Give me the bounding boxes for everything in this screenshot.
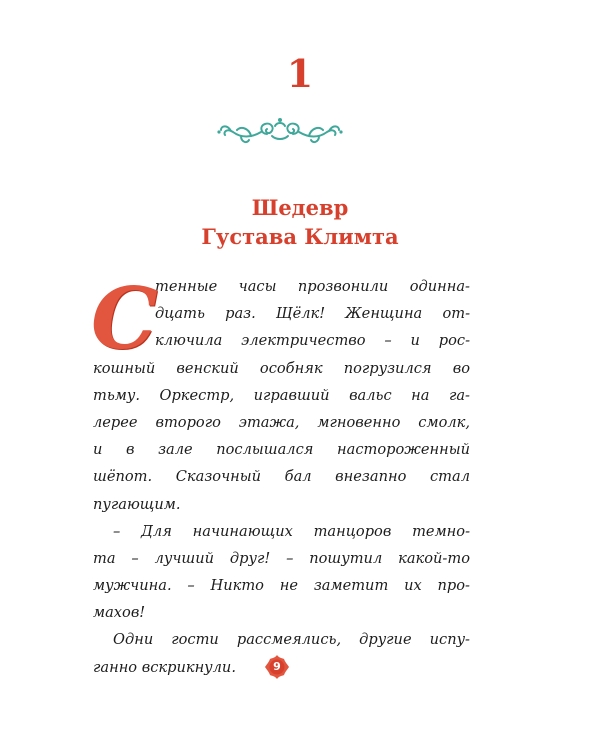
- chapter-text: [91, 269, 470, 681]
- page-number-badge: [264, 654, 290, 680]
- text-line: дцать раз. Щёлк! Женщина от-: [155, 305, 470, 323]
- text-line: та – лучший друг! – пошутил какой-то: [93, 549, 470, 567]
- text-line: кошный венский особняк погрузился во: [93, 359, 470, 377]
- page-number: 9: [273, 660, 281, 673]
- drop-cap-letter: С: [91, 269, 158, 368]
- text-line: и в зале послышался настороженный: [93, 441, 470, 459]
- text-line: Одни гости рассмеялись, другие испу-: [113, 631, 470, 649]
- text-line: махов!: [93, 604, 146, 622]
- text-line: тенные часы прозвонили одинна-: [155, 278, 470, 295]
- teal-swirl-flourish-icon: [215, 114, 345, 148]
- chapter-title-line-1: Шедевр: [251, 195, 349, 220]
- chapter-title: [0, 193, 600, 251]
- chapter-number: 1: [286, 51, 314, 96]
- text-line: – Для начинающих танцоров темно-: [113, 522, 470, 540]
- text-line: шёпот. Сказочный бал внезапно стал: [93, 468, 470, 486]
- text-line: ключила электричество – и рос-: [155, 332, 470, 350]
- text-line: ганно вскрикнули.: [93, 658, 236, 676]
- text-line: пугающим.: [93, 495, 181, 513]
- text-line: лерее второго этажа, мгновенно смолк,: [93, 413, 470, 431]
- text-line: мужчина. – Никто не заметит их про-: [93, 577, 470, 595]
- text-line: тьму. Оркестр, игравший вальс на га-: [93, 386, 470, 404]
- chapter-title-line-2: Густава Климта: [201, 224, 399, 249]
